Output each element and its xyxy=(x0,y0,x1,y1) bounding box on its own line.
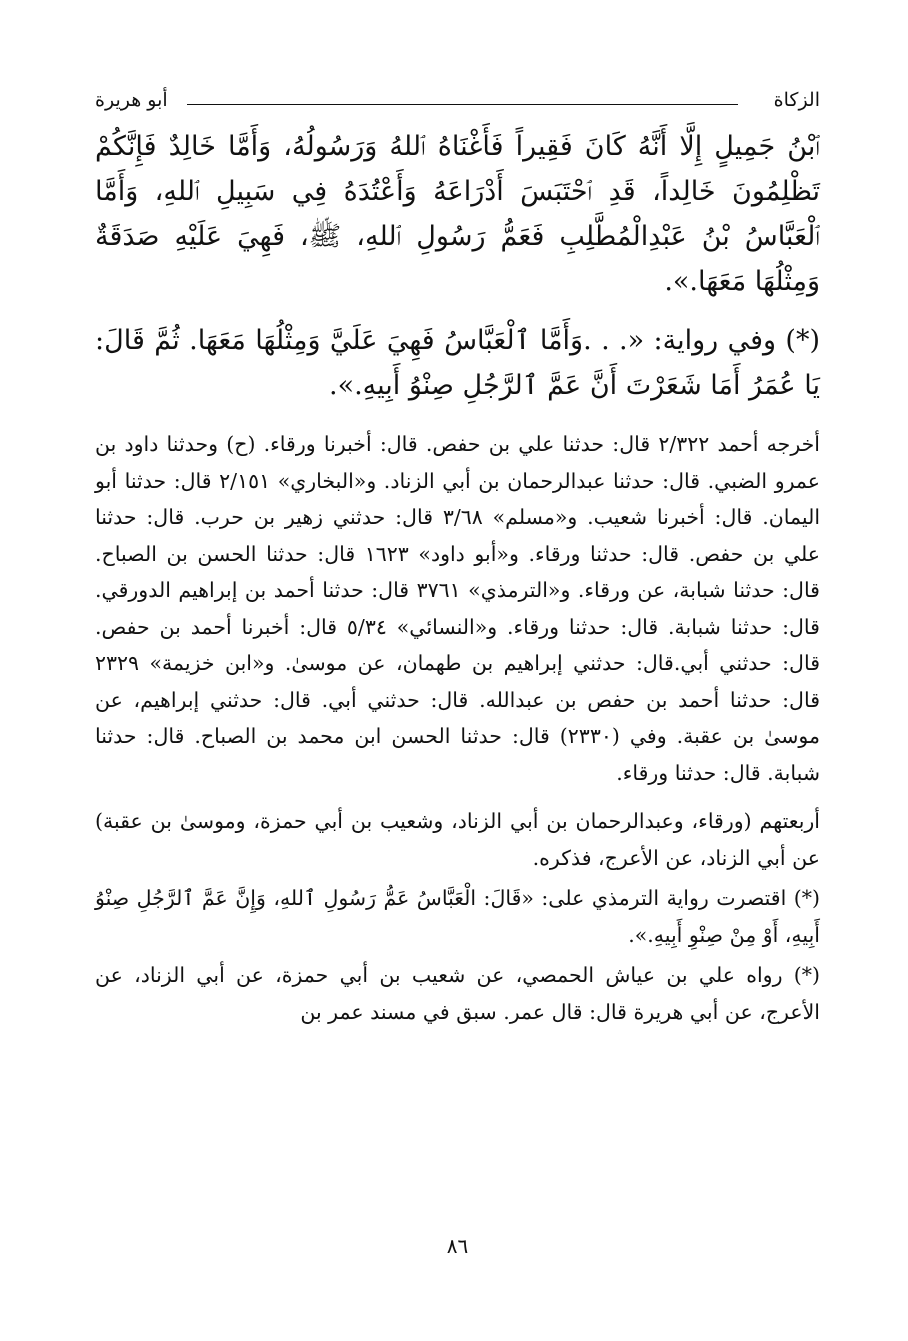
book-page xyxy=(95,88,820,1288)
hadith-text xyxy=(95,124,820,408)
hadith-paragraph: ٱبْنُ جَمِيلٍ إِلَّا أَنَّهُ كَانَ فَقِيراً فَأَغْنَاهُ ٱللهُ وَرَسُولُهُ، وَأَمَّا خَالِدٌ فَإِنَّكُمْ تَظْلِمُونَ خَالِداً، قَدِ ٱحْتَبَسَ أَدْرَاعَهُ وَأَعْتُدَهُ فِي سَبِيلِ ٱللهِ، وَأَمَّا ٱلْعَبَّاسُ بْنُ عَبْدِالْمُطَّلِبِ فَعَمُّ رَسُولِ ٱللهِ، ﷺ، فَهِيَ عَلَيْهِ صَدَقَةٌ وَمِثْلُهَا مَعَهَا.». xyxy=(95,131,820,297)
note-paragraph: أخرجه أحمد ٢/٣٢٢ قال: حدثنا علي بن حفص. قال: أخبرنا ورقاء. (ح) وحدثنا داود بن عمرو الضبي. قال: حدثنا عبدالرحمان بن أبي الزناد. و«البخاري» ٢/١٥١ قال: حدثنا أبو اليمان. قال: أخبرنا شعيب. و«مسلم» ٣/٦٨ قال: حدثني زهير بن حرب. قال: حدثنا علي بن حفص. قال: حدثنا ورقاء. و«أبو داود» ١٦٢٣ قال: حدثنا الحسن بن الصباح. قال: حدثنا شبابة، عن ورقاء. و«الترمذي» ٣٧٦١ قال: حدثنا أحمد بن إبراهيم الدورقي. قال: حدثنا شبابة. قال: حدثنا ورقاء. و«النسائي» ٥/٣٤ قال: أخبرنا أحمد بن حفص. قال: حدثني أبي.قال: حدثني إبراهيم بن طهمان، عن موسىٰ. و«ابن خزيمة» ٢٣٢٩ قال: حدثنا أحمد بن حفص بن عبدالله. قال: حدثني أبي. قال: حدثني إبراهيم، عن موسىٰ بن عقبة. وفي (٢٣٣٠) قال: حدثنا الحسن ابن محمد بن الصباح. قال: حدثنا شبابة. قال: حدثنا ورقاء. xyxy=(95,432,821,785)
running-head-book: أبو هريرة xyxy=(95,89,168,111)
takhrij-notes xyxy=(95,426,820,1030)
page-number: ٨٦ xyxy=(446,1234,469,1258)
note-paragraph: أربعتهم (ورقاء، وعبدالرحمان بن أبي الزناد، وشعيب بن أبي حمزة، وموسىٰ بن عقبة) عن أبي الزناد، عن الأعرج، فذكره. xyxy=(95,809,820,870)
note-paragraph: (*) رواه علي بن عياش الحمصي، عن شعيب بن أبي حمزة، عن أبي الزناد، عن الأعرج، عن أبي هريرة قال: قال عمر. سبق في مسند عمر بن xyxy=(95,963,820,1024)
page-header xyxy=(95,88,820,118)
variant-narration: (*) وفي رواية: «. . .وَأَمَّا ٱلْعَبَّاسُ فَهِيَ عَلَيَّ وَمِثْلُهَا مَعَهَا. ثُمَّ قَالَ: يَا عُمَرُ أَمَا شَعَرْتَ أَنَّ عَمَّ ٱلرَّجُلِ صِنْوُ أَبِيهِ.». xyxy=(95,325,820,401)
running-head-section: الزكاة xyxy=(773,89,820,111)
header-rule xyxy=(187,104,738,105)
note-paragraph: (*) اقتصرت رواية الترمذي على: «قَالَ: الْعَبَّاسُ عَمُّ رَسُولِ ٱللهِ، وَإِنَّ عَمَّ ٱلرَّجُلِ صِنْوُ أَبِيهِ، أَوْ مِنْ صِنْوِ أَبِيهِ.». xyxy=(95,886,820,947)
